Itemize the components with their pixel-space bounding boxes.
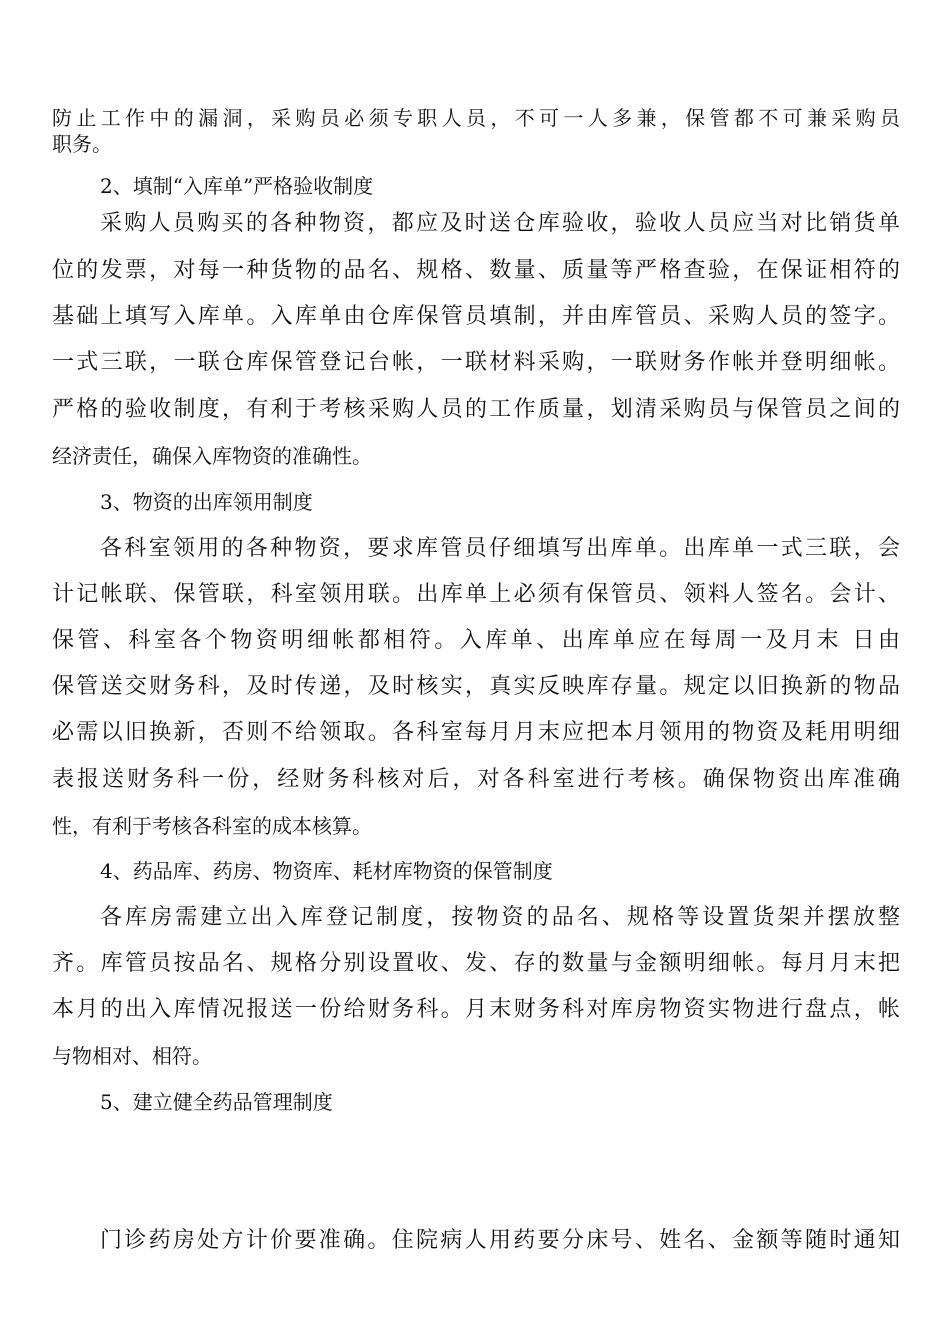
paragraph-line: 经济责任，确保入库物资的准确性。 — [52, 444, 372, 468]
paragraph-line: 各科室领用的各种物资，要求库管员仔细填写出库单。出库单一式三联，会 — [100, 536, 900, 561]
paragraph-line: 一式三联，一联仓库保管登记台帐，一联材料采购，一联财务作帐并登明细帐。 — [52, 350, 900, 375]
paragraph-line: 采购人员购买的各种物资，都应及时送仓库验收，验收人员应当对比销货单 — [100, 211, 900, 236]
section-heading-4: 4、药品库、药房、物资库、耗材库物资的保管制度 — [100, 859, 553, 883]
paragraph-line: 门诊药房处方计价要准确。住院病人用药要分床号、姓名、金额等随时通知 — [100, 1228, 900, 1253]
paragraph-line: 位的发票，对每一种货物的品名、规格、数量、质量等严格查验，在保证相符的 — [52, 258, 900, 283]
paragraph-line: 保管送交财务科，及时传递，及时核实，真实反映库存量。规定以旧换新的物品 — [52, 674, 900, 699]
paragraph-line: 性，有利于考核各科室的成本核算。 — [52, 814, 372, 838]
paragraph-line: 基础上填写入库单。入库单由仓库保管员填制，并由库管员、采购人员的签字。 — [52, 304, 900, 329]
paragraph-line: 防止工作中的漏洞，采购员必须专职人员，不可一人多兼，保管都不可兼采购员 — [52, 106, 900, 130]
section-heading-5: 5、建立健全药品管理制度 — [100, 1090, 333, 1114]
section-heading-3: 3、物资的出库领用制度 — [100, 490, 313, 514]
paragraph-line: 保管、科室各个物资明细帐都相符。入库单、出库单应在每周一及月末 日由 — [52, 628, 900, 653]
paragraph-line: 职务。 — [52, 132, 112, 156]
paragraph-line: 各库房需建立出入库登记制度，按物资的品名、规格等设置货架并摆放整 — [100, 905, 900, 930]
section-heading-2: 2、填制“入库单”严格验收制度 — [100, 174, 374, 198]
paragraph-line: 与物相对、相符。 — [52, 1044, 212, 1068]
paragraph-line: 齐。库管员按品名、规格分别设置收、发、存的数量与金额明细帐。每月月末把 — [52, 951, 900, 976]
paragraph-line: 必需以旧换新，否则不给领取。各科室每月月末应把本月领用的物资及耗用明细 — [52, 720, 900, 745]
paragraph-line: 表报送财务科一份，经财务科核对后，对各科室进行考核。确保物资出库准确 — [52, 767, 900, 792]
paragraph-line: 本月的出入库情况报送一份给财务科。月末财务科对库房物资实物进行盘点，帐 — [52, 997, 900, 1022]
paragraph-line: 计记帐联、保管联，科室领用联。出库单上必须有保管员、领料人签名。会计、 — [52, 582, 900, 607]
paragraph-line: 严格的验收制度，有利于考核采购人员的工作质量，划清采购员与保管员之间的 — [52, 397, 900, 422]
